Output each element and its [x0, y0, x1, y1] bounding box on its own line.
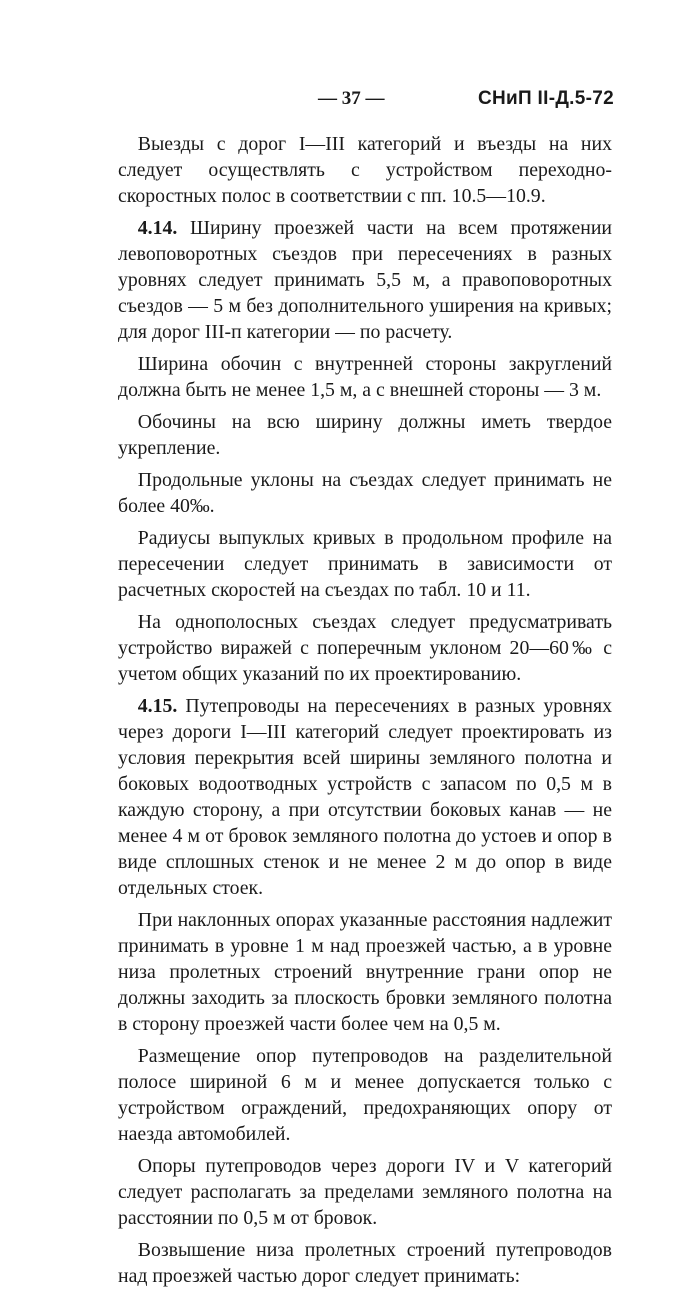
paragraph: Ширина обочин с внутренней стороны закруглений должна быть не менее 1,5 м, а с внешней стороны — 3 м.	[118, 353, 612, 401]
paragraph: При наклонных опорах указанные расстояния надлежит принимать в уровне 1 м над проезжей частью, а в уровне низа пролетных строений внутренние грани опор не должны заходить за плоскость бровки земляного полотна в сторону проезжей части более чем на 0,5 м.	[118, 909, 612, 1035]
paragraph-4-15: 4.15. Путепроводы на пересечениях в разных уровнях через дороги I—III категорий следует проектировать из условия перекрытия всей ширины земляного полотна и боковых водоотводных устройств с запасом по 0,5 м в каждую сторону, а при отсутствии боковых канав — не менее 4 м от бровок земляного полотна до устоев и опор в виде сплошных стенок и не менее 2 м до опор в виде отдельных стоек.	[118, 695, 612, 899]
paragraph: Размещение опор путепроводов на разделительной полосе шириной 6 м и менее допускается только с устройством ограждений, предохраняющих опору от наезда автомобилей.	[118, 1045, 612, 1145]
paragraph: На однополосных съездах следует предусматривать устройство виражей с поперечным уклоном 20—60‰ с учетом общих указаний по их проектированию.	[118, 611, 612, 685]
page-header	[100, 88, 620, 116]
paragraph: Радиусы выпуклых кривых в продольном профиле на пересечении следует принимать в зависимости от расчетных скоростей на съездах по табл. 10 и 11.	[118, 527, 612, 601]
paragraph: Продольные уклоны на съездах следует принимать не более 40‰.	[118, 469, 612, 517]
paragraph: Обочины на всю ширину должны иметь твердое укрепление.	[118, 411, 612, 459]
page-number: — 37 —	[318, 88, 385, 109]
section-number: 4.15.	[137, 695, 178, 717]
section-number: 4.14.	[137, 217, 178, 239]
paragraph: Возвышение низа пролетных строений путепроводов над проезжей частью дорог следует принимать:	[118, 1239, 612, 1287]
paragraph: Выезды с дорог I—III категорий и въезды на них следует осуществлять с устройством переходно-скоростных полос в соответствии с пп. 10.5—10.9.	[118, 133, 612, 207]
body-text	[118, 131, 612, 1295]
paragraph-4-14: 4.14. Ширину проезжей части на всем протяжении левоповоротных съездов при пересечениях в разных уровнях следует принимать 5,5 м, а правоповоротных съездов — 5 м без дополнительного уширения на кривых; для дорог III-п категории — по расчету.	[118, 217, 612, 343]
paragraph: Опоры путепроводов через дороги IV и V категорий следует располагать за пределами земляного полотна на расстоянии по 0,5 м от бровок.	[118, 1155, 612, 1229]
document-code: СНиП II-Д.5-72	[478, 88, 614, 109]
